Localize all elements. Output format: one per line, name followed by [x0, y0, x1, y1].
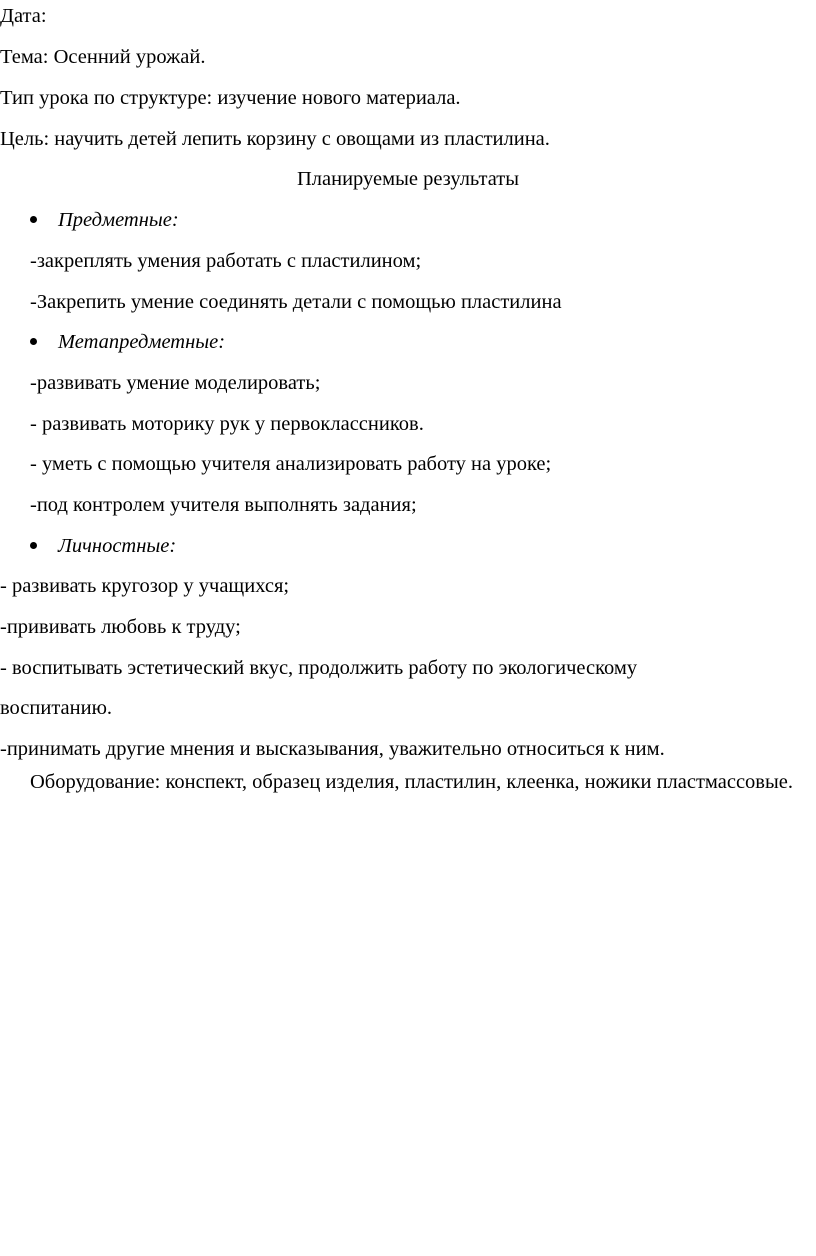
metasubject-heading [30, 329, 225, 355]
personal-item: - развивать кругозор у учащихся; [0, 575, 290, 597]
personal-item: -принимать другие мнения и высказывания, уважительно относиться к ним. [0, 738, 665, 760]
subject-heading [30, 207, 179, 233]
bullet-icon [30, 338, 37, 345]
subject-label: Предметные: [58, 209, 179, 231]
metasubject-item: - развивать моторику рук у первоклассников. [30, 413, 424, 435]
metasubject-item: - уметь с помощью учителя анализировать работу на уроке; [30, 453, 552, 475]
equipment-paragraph: Оборудование: конспект, образец изделия, пластилин, клеенка, ножики пластмассовые. [30, 771, 793, 793]
goal-line: Цель: научить детей лепить корзину с овощами из пластилина. [0, 128, 550, 150]
personal-item: воспитанию. [0, 697, 113, 719]
personal-item: -прививать любовь к труду; [0, 616, 241, 638]
personal-heading [30, 533, 176, 559]
metasubject-label: Метапредметные: [58, 331, 226, 353]
personal-item: - воспитывать эстетический вкус, продолжить работу по экологическому [0, 657, 638, 679]
metasubject-item: -развивать умение моделировать; [30, 372, 321, 394]
personal-label: Личностные: [58, 535, 177, 557]
subject-item: -Закрепить умение соединять детали с помощью пластилина [30, 291, 562, 313]
bullet-icon [30, 216, 37, 223]
subject-item: -закреплять умения работать с пластилином; [30, 250, 422, 272]
results-title: Планируемые результаты [296, 168, 520, 190]
lesson-type-line: Тип урока по структуре: изучение нового материала. [0, 87, 461, 109]
metasubject-item: -под контролем учителя выполнять задания; [30, 494, 417, 516]
date-line: Дата: [0, 5, 47, 27]
topic-line: Тема: Осенний урожай. [0, 46, 206, 68]
bullet-icon [30, 542, 37, 549]
